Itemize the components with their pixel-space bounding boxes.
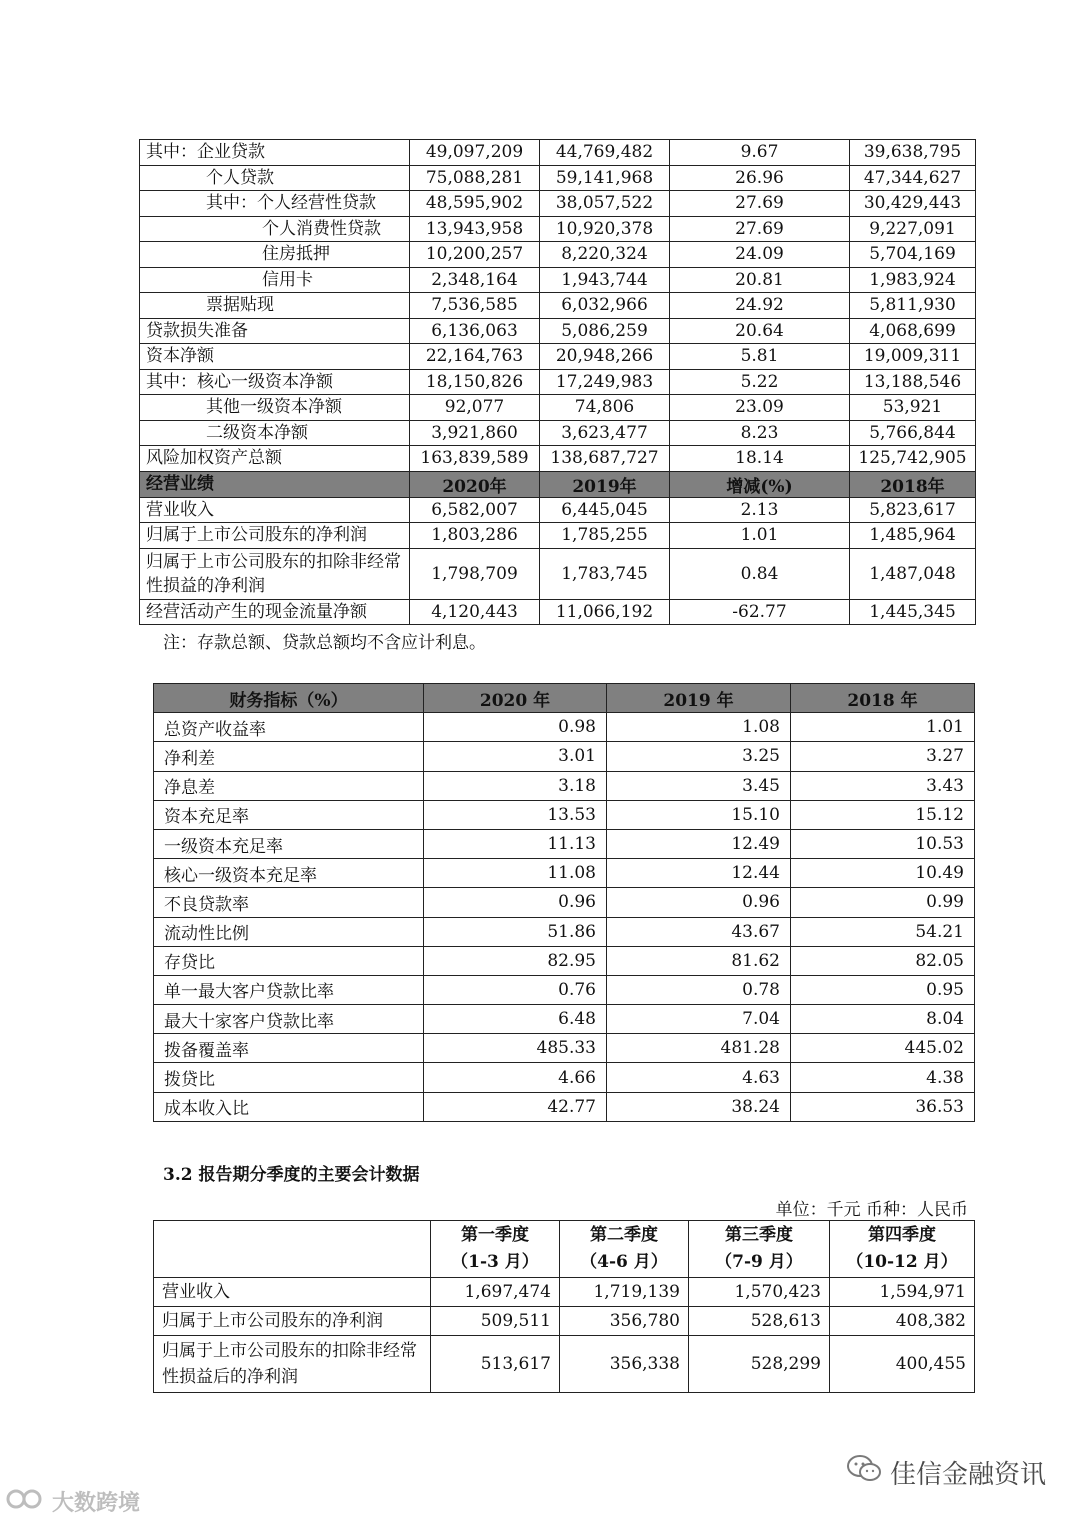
cell-2019: 481.28 bbox=[607, 1034, 791, 1063]
cell-2019: 12.49 bbox=[607, 829, 791, 858]
header-q4 bbox=[830, 1221, 975, 1278]
cell-change: 27.69 bbox=[670, 216, 850, 242]
header-2020: 2020年 bbox=[410, 471, 540, 497]
row-label: 其中：核心一级资本净额 bbox=[140, 369, 410, 395]
row-label: 净利差 bbox=[154, 742, 424, 771]
cell-2018: 36.53 bbox=[791, 1092, 975, 1121]
table-row bbox=[140, 599, 976, 625]
cell-2018: 1.01 bbox=[791, 713, 975, 742]
cell-2018: 0.95 bbox=[791, 975, 975, 1004]
table-row bbox=[154, 742, 975, 771]
cell-2018: 5,704,169 bbox=[850, 242, 976, 268]
cell-q1: 509,511 bbox=[431, 1307, 560, 1336]
cell-2019: 12.44 bbox=[607, 859, 791, 888]
header-2020: 2020 年 bbox=[424, 684, 607, 713]
row-label: 票据贴现 bbox=[140, 293, 410, 319]
table-row bbox=[140, 548, 976, 599]
cell-2019: 81.62 bbox=[607, 946, 791, 975]
quarter-name: 第三季度 bbox=[725, 1225, 793, 1245]
cell-change: 26.96 bbox=[670, 165, 850, 191]
cell-2018: 39,638,795 bbox=[850, 140, 976, 166]
quarter-name: 第一季度 bbox=[461, 1225, 529, 1245]
cell-2020: 11.08 bbox=[424, 859, 607, 888]
cell-2019: 6,445,045 bbox=[540, 497, 670, 523]
row-label: 最大十家客户贷款比率 bbox=[154, 1005, 424, 1034]
cell-2019: 0.96 bbox=[607, 888, 791, 917]
table-row bbox=[154, 946, 975, 975]
row-label: 归属于上市公司股东的扣除非经常性损益后的净利润 bbox=[154, 1336, 431, 1393]
cell-2018: 1,445,345 bbox=[850, 599, 976, 625]
cell-2018: 1,485,964 bbox=[850, 523, 976, 549]
cell-2018: 82.05 bbox=[791, 946, 975, 975]
table-row bbox=[140, 369, 976, 395]
cell-2018: 5,811,930 bbox=[850, 293, 976, 319]
cell-2018: 15.12 bbox=[791, 800, 975, 829]
quarter-months: （10-12 月） bbox=[846, 1252, 958, 1272]
cell-change: 24.09 bbox=[670, 242, 850, 268]
row-label: 归属于上市公司股东的净利润 bbox=[154, 1307, 431, 1336]
table-row bbox=[140, 165, 976, 191]
header-q2 bbox=[560, 1221, 689, 1278]
cell-2020: 92,077 bbox=[410, 395, 540, 421]
cell-2020: 75,088,281 bbox=[410, 165, 540, 191]
cell-2018: 47,344,627 bbox=[850, 165, 976, 191]
cell-2018: 3.27 bbox=[791, 742, 975, 771]
cell-2020: 11.13 bbox=[424, 829, 607, 858]
cell-2019: 59,141,968 bbox=[540, 165, 670, 191]
cell-change: 18.14 bbox=[670, 446, 850, 472]
cell-2019: 1.08 bbox=[607, 713, 791, 742]
cell-2020: 4.66 bbox=[424, 1063, 607, 1092]
table-row bbox=[140, 191, 976, 217]
cell-2018: 54.21 bbox=[791, 917, 975, 946]
cell-2020: 2,348,164 bbox=[410, 267, 540, 293]
cell-2018: 10.53 bbox=[791, 829, 975, 858]
quarter-months: （4-6 月） bbox=[580, 1252, 668, 1272]
cell-2019: 3.25 bbox=[607, 742, 791, 771]
cell-2020: 13.53 bbox=[424, 800, 607, 829]
table-row bbox=[154, 1034, 975, 1063]
cell-2018: 125,742,905 bbox=[850, 446, 976, 472]
cell-2019: 3,623,477 bbox=[540, 420, 670, 446]
watermark-left bbox=[6, 1486, 140, 1517]
cell-2019: 1,785,255 bbox=[540, 523, 670, 549]
cell-2020: 4,120,443 bbox=[410, 599, 540, 625]
table-note: 注：存款总额、贷款总额均不含应计利息。 bbox=[163, 633, 486, 653]
cell-change: 20.64 bbox=[670, 318, 850, 344]
cell-change: -62.77 bbox=[670, 599, 850, 625]
cell-q3: 528,299 bbox=[689, 1336, 830, 1393]
row-label: 营业收入 bbox=[154, 1278, 431, 1307]
cell-2018: 1,487,048 bbox=[850, 548, 976, 599]
cell-2020: 18,150,826 bbox=[410, 369, 540, 395]
cell-q4: 1,594,971 bbox=[830, 1278, 975, 1307]
section-title: 3.2 报告期分季度的主要会计数据 bbox=[163, 1165, 420, 1185]
table-row bbox=[140, 267, 976, 293]
row-label: 成本收入比 bbox=[154, 1092, 424, 1121]
cell-2020: 7,536,585 bbox=[410, 293, 540, 319]
cell-q4: 400,455 bbox=[830, 1336, 975, 1393]
cell-2019: 38,057,522 bbox=[540, 191, 670, 217]
table-row bbox=[154, 888, 975, 917]
brand-logo-icon bbox=[6, 1488, 46, 1516]
header-q3 bbox=[689, 1221, 830, 1278]
row-label: 不良贷款率 bbox=[154, 888, 424, 917]
cell-2018: 10.49 bbox=[791, 859, 975, 888]
row-label: 资本充足率 bbox=[154, 800, 424, 829]
cell-q4: 408,382 bbox=[830, 1307, 975, 1336]
header-2019: 2019 年 bbox=[607, 684, 791, 713]
quarter-name: 第二季度 bbox=[590, 1225, 658, 1245]
cell-2019: 44,769,482 bbox=[540, 140, 670, 166]
cell-change: 9.67 bbox=[670, 140, 850, 166]
cell-2018: 5,823,617 bbox=[850, 497, 976, 523]
cell-2020: 51.86 bbox=[424, 917, 607, 946]
cell-2018: 4.38 bbox=[791, 1063, 975, 1092]
table-row bbox=[154, 1278, 975, 1307]
row-label: 个人贷款 bbox=[140, 165, 410, 191]
header-2018: 2018 年 bbox=[791, 684, 975, 713]
header-q1 bbox=[431, 1221, 560, 1278]
header-label: 财务指标（%） bbox=[154, 684, 424, 713]
cell-2019: 3.45 bbox=[607, 771, 791, 800]
cell-2020: 0.98 bbox=[424, 713, 607, 742]
cell-change: 23.09 bbox=[670, 395, 850, 421]
row-label: 核心一级资本充足率 bbox=[154, 859, 424, 888]
table-row bbox=[140, 140, 976, 166]
cell-q2: 356,780 bbox=[560, 1307, 689, 1336]
cell-2020: 1,798,709 bbox=[410, 548, 540, 599]
cell-change: 0.84 bbox=[670, 548, 850, 599]
cell-2020: 82.95 bbox=[424, 946, 607, 975]
table-row bbox=[140, 242, 976, 268]
table-row bbox=[154, 713, 975, 742]
cell-2018: 3.43 bbox=[791, 771, 975, 800]
cell-2020: 0.76 bbox=[424, 975, 607, 1004]
row-label: 归属于上市公司股东的净利润 bbox=[140, 523, 410, 549]
cell-2019: 6,032,966 bbox=[540, 293, 670, 319]
cell-2018: 5,766,844 bbox=[850, 420, 976, 446]
cell-q1: 1,697,474 bbox=[431, 1278, 560, 1307]
cell-2018: 19,009,311 bbox=[850, 344, 976, 370]
cell-q3: 528,613 bbox=[689, 1307, 830, 1336]
table-header-row bbox=[154, 684, 975, 713]
row-label: 归属于上市公司股东的扣除非经常性损益的净利润 bbox=[140, 548, 410, 599]
row-label: 一级资本充足率 bbox=[154, 829, 424, 858]
cell-2018: 8.04 bbox=[791, 1005, 975, 1034]
cell-2020: 48,595,902 bbox=[410, 191, 540, 217]
cell-2020: 13,943,958 bbox=[410, 216, 540, 242]
table-row bbox=[154, 800, 975, 829]
row-label: 营业收入 bbox=[140, 497, 410, 523]
cell-2020: 6,136,063 bbox=[410, 318, 540, 344]
watermark-right-text: 佳信金融资讯 bbox=[889, 1460, 1046, 1490]
row-label: 总资产收益率 bbox=[154, 713, 424, 742]
cell-change: 1.01 bbox=[670, 523, 850, 549]
cell-2019: 74,806 bbox=[540, 395, 670, 421]
cell-2019: 0.78 bbox=[607, 975, 791, 1004]
unit-line: 单位：千元 币种：人民币 bbox=[775, 1200, 968, 1220]
cell-2019: 1,943,744 bbox=[540, 267, 670, 293]
row-label: 个人消费性贷款 bbox=[140, 216, 410, 242]
cell-2019: 7.04 bbox=[607, 1005, 791, 1034]
table-row bbox=[140, 395, 976, 421]
header-label: 经营业绩 bbox=[140, 471, 410, 497]
cell-2020: 22,164,763 bbox=[410, 344, 540, 370]
cell-q1: 513,617 bbox=[431, 1336, 560, 1393]
cell-2019: 1,783,745 bbox=[540, 548, 670, 599]
cell-2020: 1,803,286 bbox=[410, 523, 540, 549]
row-label: 住房抵押 bbox=[140, 242, 410, 268]
cell-change: 8.23 bbox=[670, 420, 850, 446]
cell-2019: 43.67 bbox=[607, 917, 791, 946]
row-label: 单一最大客户贷款比率 bbox=[154, 975, 424, 1004]
cell-2019: 8,220,324 bbox=[540, 242, 670, 268]
row-label: 贷款损失准备 bbox=[140, 318, 410, 344]
row-label: 经营活动产生的现金流量净额 bbox=[140, 599, 410, 625]
watermark-right bbox=[846, 1454, 1046, 1491]
row-label: 其他一级资本净额 bbox=[140, 395, 410, 421]
table-row bbox=[154, 975, 975, 1004]
cell-2020: 10,200,257 bbox=[410, 242, 540, 268]
table-row bbox=[154, 1092, 975, 1121]
table-header-row bbox=[154, 1221, 975, 1278]
table-row bbox=[140, 216, 976, 242]
cell-q3: 1,570,423 bbox=[689, 1278, 830, 1307]
financial-indicators-table bbox=[153, 683, 975, 1122]
cell-2020: 6.48 bbox=[424, 1005, 607, 1034]
header-change: 增减(%) bbox=[670, 471, 850, 497]
cell-2020: 0.96 bbox=[424, 888, 607, 917]
row-label: 拨贷比 bbox=[154, 1063, 424, 1092]
table-row bbox=[140, 523, 976, 549]
cell-2018: 9,227,091 bbox=[850, 216, 976, 242]
table-row bbox=[140, 420, 976, 446]
cell-2020: 3.18 bbox=[424, 771, 607, 800]
cell-change: 24.92 bbox=[670, 293, 850, 319]
row-label: 风险加权资产总额 bbox=[140, 446, 410, 472]
table-row bbox=[154, 771, 975, 800]
row-label: 净息差 bbox=[154, 771, 424, 800]
cell-2019: 15.10 bbox=[607, 800, 791, 829]
cell-2019: 10,920,378 bbox=[540, 216, 670, 242]
cell-2019: 38.24 bbox=[607, 1092, 791, 1121]
cell-2019: 20,948,266 bbox=[540, 344, 670, 370]
cell-2020: 3.01 bbox=[424, 742, 607, 771]
table-row bbox=[154, 917, 975, 946]
cell-2018: 30,429,443 bbox=[850, 191, 976, 217]
cell-2020: 485.33 bbox=[424, 1034, 607, 1063]
table-row bbox=[140, 344, 976, 370]
header-empty bbox=[154, 1221, 431, 1278]
quarter-months: （1-3 月） bbox=[451, 1252, 539, 1272]
row-label: 流动性比例 bbox=[154, 917, 424, 946]
cell-2020: 42.77 bbox=[424, 1092, 607, 1121]
row-label: 其中：个人经营性贷款 bbox=[140, 191, 410, 217]
table-row bbox=[154, 1005, 975, 1034]
table-header-row bbox=[140, 471, 976, 497]
quarter-months: （7-9 月） bbox=[715, 1252, 803, 1272]
cell-2018: 445.02 bbox=[791, 1034, 975, 1063]
cell-change: 2.13 bbox=[670, 497, 850, 523]
table-row bbox=[154, 1336, 975, 1393]
header-2018: 2018年 bbox=[850, 471, 976, 497]
table-row bbox=[140, 318, 976, 344]
table-row bbox=[154, 1063, 975, 1092]
row-label: 其中：企业贷款 bbox=[140, 140, 410, 166]
row-label: 拨备覆盖率 bbox=[154, 1034, 424, 1063]
cell-2019: 138,687,727 bbox=[540, 446, 670, 472]
table-row bbox=[140, 446, 976, 472]
row-label: 二级资本净额 bbox=[140, 420, 410, 446]
cell-2018: 13,188,546 bbox=[850, 369, 976, 395]
row-label: 存贷比 bbox=[154, 946, 424, 975]
cell-2018: 4,068,699 bbox=[850, 318, 976, 344]
table-row bbox=[140, 497, 976, 523]
row-label: 资本净额 bbox=[140, 344, 410, 370]
cell-2019: 17,249,983 bbox=[540, 369, 670, 395]
cell-2019: 5,086,259 bbox=[540, 318, 670, 344]
table-row bbox=[140, 293, 976, 319]
table-row bbox=[154, 829, 975, 858]
quarter-name: 第四季度 bbox=[868, 1225, 936, 1245]
cell-2018: 53,921 bbox=[850, 395, 976, 421]
cell-2019: 4.63 bbox=[607, 1063, 791, 1092]
cell-change: 20.81 bbox=[670, 267, 850, 293]
cell-2019: 11,066,192 bbox=[540, 599, 670, 625]
cell-2020: 163,839,589 bbox=[410, 446, 540, 472]
cell-2018: 0.99 bbox=[791, 888, 975, 917]
header-2019: 2019年 bbox=[540, 471, 670, 497]
quarterly-data-table bbox=[153, 1220, 975, 1393]
wechat-icon bbox=[846, 1454, 882, 1491]
row-label: 信用卡 bbox=[140, 267, 410, 293]
watermark-left-text: 大数跨境 bbox=[52, 1491, 141, 1516]
cell-2018: 1,983,924 bbox=[850, 267, 976, 293]
cell-2020: 49,097,209 bbox=[410, 140, 540, 166]
table-row bbox=[154, 1307, 975, 1336]
cell-change: 27.69 bbox=[670, 191, 850, 217]
cell-change: 5.81 bbox=[670, 344, 850, 370]
cell-2020: 3,921,860 bbox=[410, 420, 540, 446]
cell-q2: 356,338 bbox=[560, 1336, 689, 1393]
cell-2020: 6,582,007 bbox=[410, 497, 540, 523]
cell-change: 5.22 bbox=[670, 369, 850, 395]
financial-summary-table bbox=[139, 139, 976, 625]
table-row bbox=[154, 859, 975, 888]
cell-q2: 1,719,139 bbox=[560, 1278, 689, 1307]
